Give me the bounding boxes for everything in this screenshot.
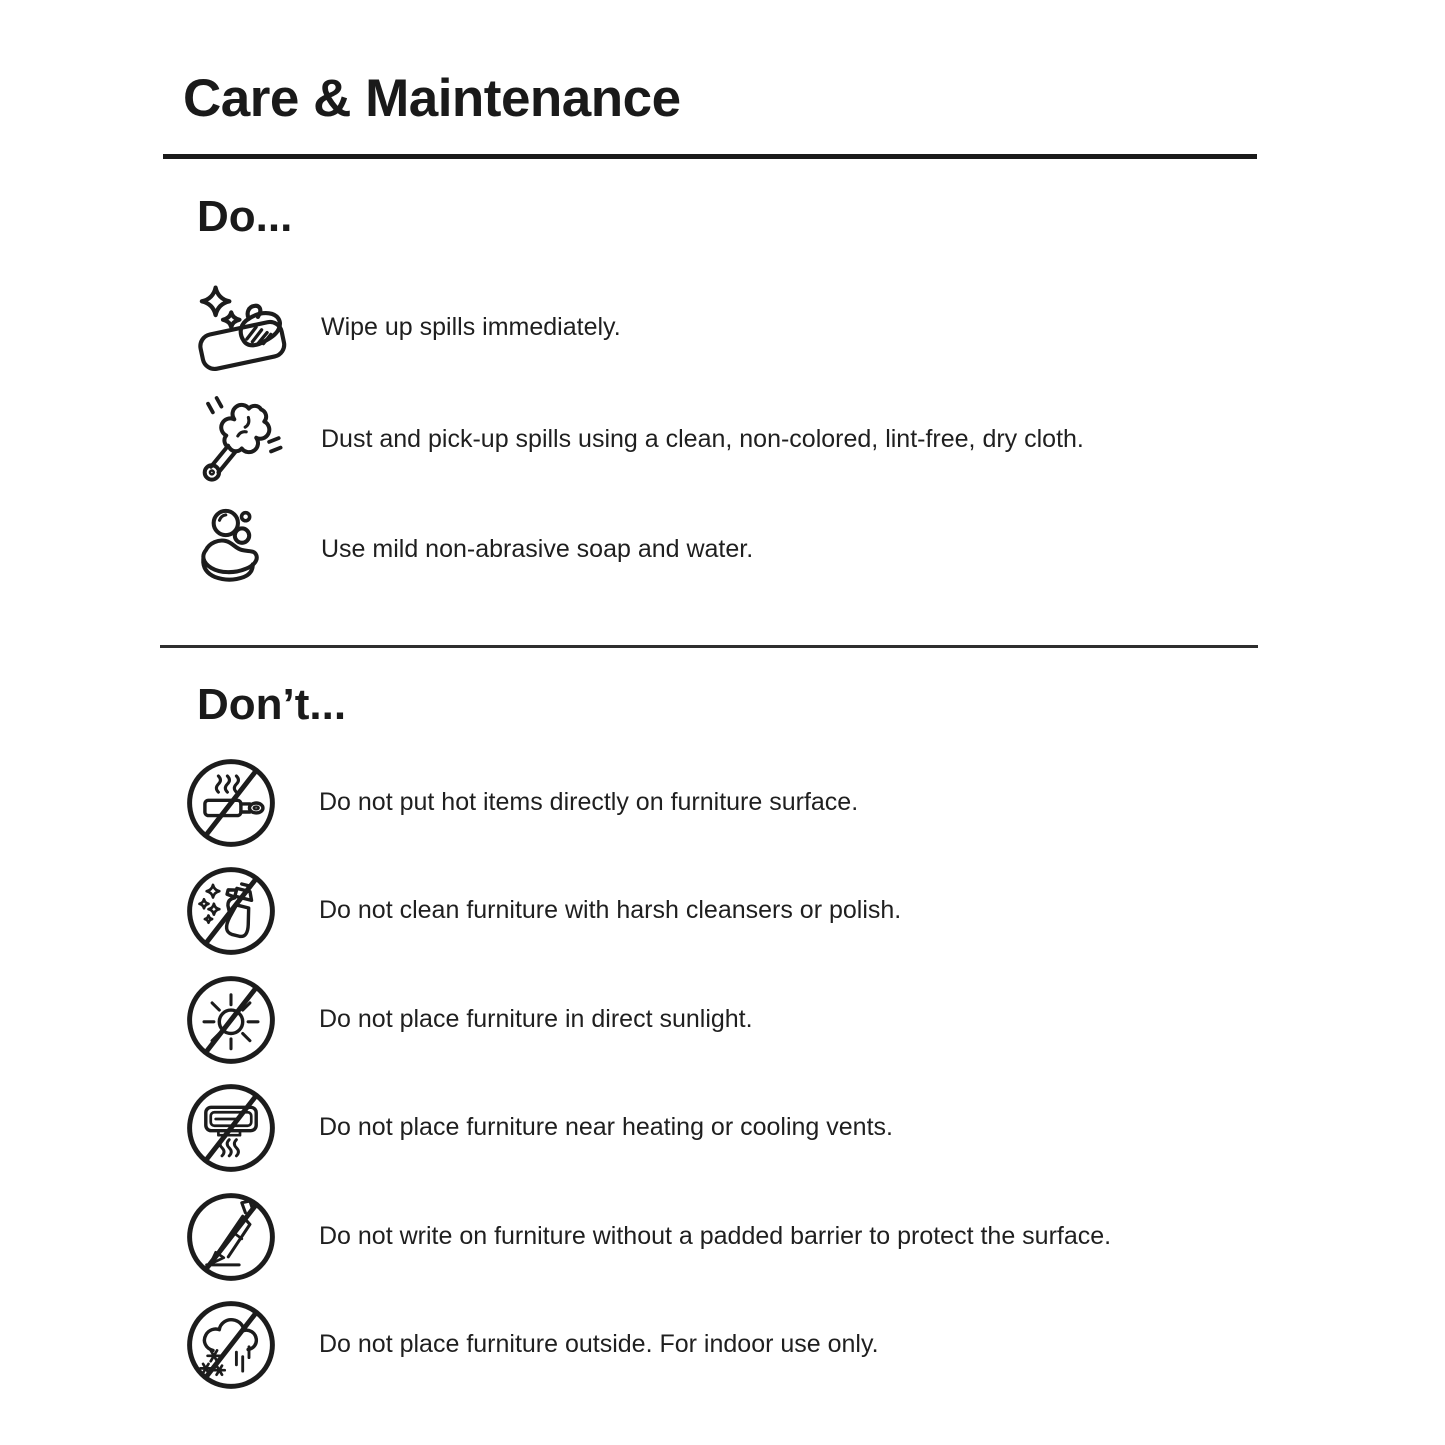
- dont-item-text: Do not place furniture near heating or cooling vents.: [319, 1113, 893, 1142]
- do-item-text: Use mild non-abrasive soap and water.: [321, 535, 754, 564]
- do-section-heading: Do...: [197, 192, 293, 241]
- wipe-hand-sparkle-icon: [188, 282, 321, 374]
- do-item-text: Wipe up spills immediately.: [321, 313, 621, 342]
- dont-item-text: Do not write on furniture without a padded barrier to protect the surface.: [319, 1222, 1112, 1251]
- no-writing-icon: [186, 1192, 319, 1282]
- feather-duster-icon: [188, 392, 321, 488]
- soap-bubbles-icon: [188, 505, 321, 595]
- do-item-text: Dust and pick-up spills using a clean, non-colored, lint-free, dry cloth.: [321, 425, 1084, 454]
- do-item-wipe-spills: [188, 278, 621, 378]
- do-item-dust: [188, 390, 1084, 490]
- section-divider: [160, 645, 1258, 648]
- dont-item-writing: [186, 1183, 1111, 1291]
- page-title: Care & Maintenance: [183, 69, 681, 128]
- dont-item-text: Do not place furniture outside. For indoor use only.: [319, 1330, 879, 1359]
- dont-item-heating-cooling-vents: [186, 1074, 893, 1182]
- title-divider: [163, 154, 1257, 159]
- no-harsh-cleansers-icon: [186, 866, 319, 956]
- dont-item-text: Do not put hot items directly on furniture surface.: [319, 788, 859, 817]
- no-hot-items-icon: [186, 758, 319, 848]
- dont-item-text: Do not place furniture in direct sunlight.: [319, 1005, 753, 1034]
- dont-section-heading: Don’t...: [197, 680, 347, 729]
- dont-item-text: Do not clean furniture with harsh cleansers or polish.: [319, 896, 902, 925]
- dont-item-direct-sunlight: [186, 966, 753, 1074]
- no-direct-sunlight-icon: [186, 975, 319, 1065]
- dont-item-outdoor-use: [186, 1291, 879, 1399]
- no-outdoor-use-icon: [186, 1300, 319, 1390]
- dont-item-harsh-cleansers: [186, 857, 901, 965]
- do-item-soap: [188, 500, 753, 600]
- no-heating-cooling-vents-icon: [186, 1083, 319, 1173]
- dont-item-hot-items: [186, 749, 858, 857]
